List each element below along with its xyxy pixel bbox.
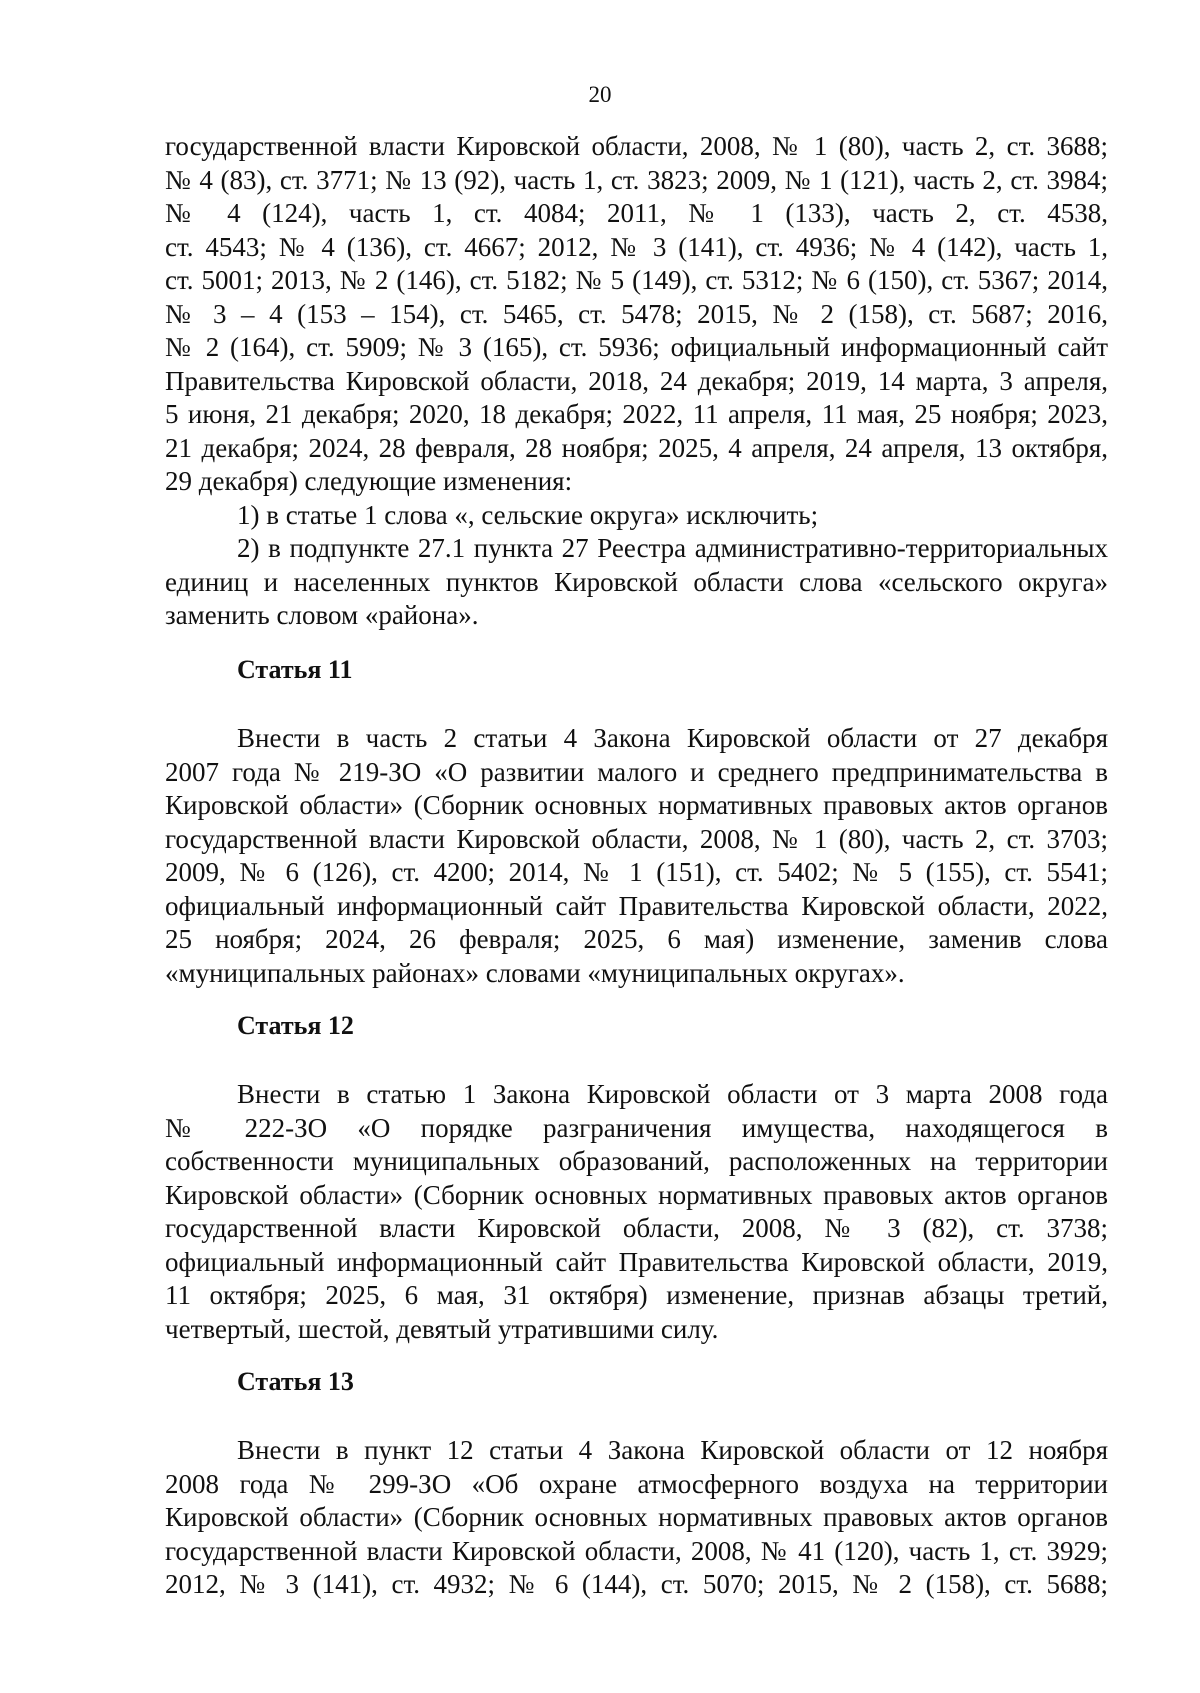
text-line: четвертый, шестой, девятый утратившими силу. — [165, 1313, 719, 1344]
text-line: № 2 (164), ст. 5909; № 3 (165), ст. 5936; официальный информационный сайт — [165, 332, 1108, 362]
text-line: государственной власти Кировской области, 2008, № 1 (80), часть 2, ст. 3688; — [165, 131, 1108, 161]
text-line: 2008 года № 299-ЗО «Об охране атмосферного воздуха на территории — [165, 1468, 1108, 1499]
text-line: государственной власти Кировской области, 2008, № 3 (82), ст. 3738; — [165, 1213, 1108, 1243]
page-number: 20 — [588, 82, 612, 107]
text-line: официальный информационный сайт Правительства Кировской области, 2019, — [165, 1246, 1108, 1277]
text-line: № 3 – 4 (153 – 154), ст. 5465, ст. 5478; 2015, № 2 (158), ст. 5687; 2016, — [165, 298, 1108, 329]
text-line: Внести в пункт 12 статьи 4 Закона Кировской области от 12 ноября — [237, 1435, 1108, 1465]
article-11-paragraph — [165, 722, 1108, 990]
list-item-1: 1) в статье 1 слова «, сельские округа» исключить; — [237, 499, 819, 530]
text-line: единиц и населенных пунктов Кировской области слова «сельского округа» — [165, 566, 1108, 597]
text-line: ст. 4543; № 4 (136), ст. 4667; 2012, № 3 (141), ст. 4936; № 4 (142), часть 1, — [165, 231, 1108, 262]
text-line: «муниципальных районах» словами «муниципальных округах». — [165, 957, 905, 988]
text-line: Внести в часть 2 статьи 4 Закона Кировской области от 27 декабря — [237, 723, 1108, 753]
text-line: № 222-ЗО «О порядке разграничения имущества, находящегося в — [165, 1112, 1108, 1143]
text-line: государственной власти Кировской области, 2008, № 1 (80), часть 2, ст. 3703; — [165, 823, 1108, 854]
text-line: 2009, № 6 (126), ст. 4200; 2014, № 1 (151), ст. 5402; № 5 (155), ст. 5541; — [165, 857, 1108, 887]
text-line: 21 декабря; 2024, 28 февраля, 28 ноября; 2025, 4 апреля, 24 апреля, 13 октября, — [165, 432, 1108, 463]
article-12-heading: Статья 12 — [237, 1011, 354, 1040]
text-line: 5 июня, 21 декабря; 2020, 18 декабря; 2022, 11 апреля, 11 мая, 25 ноября; 2023, — [165, 399, 1108, 429]
text-line: официальный информационный сайт Правительства Кировской области, 2022, — [165, 890, 1108, 921]
continuation-paragraph — [165, 130, 1108, 633]
text-line: 11 октября; 2025, 6 мая, 31 октября) изменение, признав абзацы третий, — [165, 1280, 1108, 1310]
text-line: Кировской области» (Сборник основных нормативных правовых актов органов — [165, 790, 1108, 820]
article-13-paragraph — [165, 1434, 1108, 1602]
list-item-2: 2) в подпункте 27.1 пункта 27 Реестра административно-территориальных — [237, 533, 1108, 563]
text-line: 2007 года № 219-ЗО «О развитии малого и среднего предпринимательства в — [165, 756, 1108, 787]
text-line: № 4 (83), ст. 3771; № 13 (92), часть 1, ст. 3823; 2009, № 1 (121), часть 2, ст. 3984; — [165, 164, 1108, 195]
text-line: Кировской области» (Сборник основных нормативных правовых актов органов — [165, 1179, 1108, 1210]
text-line: 25 ноября; 2024, 26 февраля; 2025, 6 мая) изменение, заменив слова — [165, 924, 1108, 954]
article-13-heading: Статья 13 — [237, 1367, 354, 1396]
text-line: Правительства Кировской области, 2018, 24 декабря; 2019, 14 марта, 3 апреля, — [165, 365, 1108, 396]
text-line: собственности муниципальных образований, расположенных на территории — [165, 1146, 1108, 1176]
text-line: Внести в статью 1 Закона Кировской области от 3 марта 2008 года — [237, 1079, 1108, 1109]
text-line: Кировской области» (Сборник основных нормативных правовых актов органов — [165, 1502, 1108, 1532]
text-line: 29 декабря) следующие изменения: — [165, 466, 573, 496]
article-12-paragraph — [165, 1078, 1108, 1346]
text-line: заменить словом «района». — [165, 600, 479, 630]
text-line: ст. 5001; 2013, № 2 (146), ст. 5182; № 5 (149), ст. 5312; № 6 (150), ст. 5367; 2014, — [165, 265, 1108, 295]
article-11-heading: Статья 11 — [237, 655, 353, 684]
text-line: государственной власти Кировской области, 2008, № 41 (120), часть 1, ст. 3929; — [165, 1535, 1108, 1566]
text-line: 2012, № 3 (141), ст. 4932; № 6 (144), ст. 5070; 2015, № 2 (158), ст. 5688; — [165, 1569, 1108, 1599]
text-line: № 4 (124), часть 1, ст. 4084; 2011, № 1 (133), часть 2, ст. 4538, — [165, 198, 1108, 228]
